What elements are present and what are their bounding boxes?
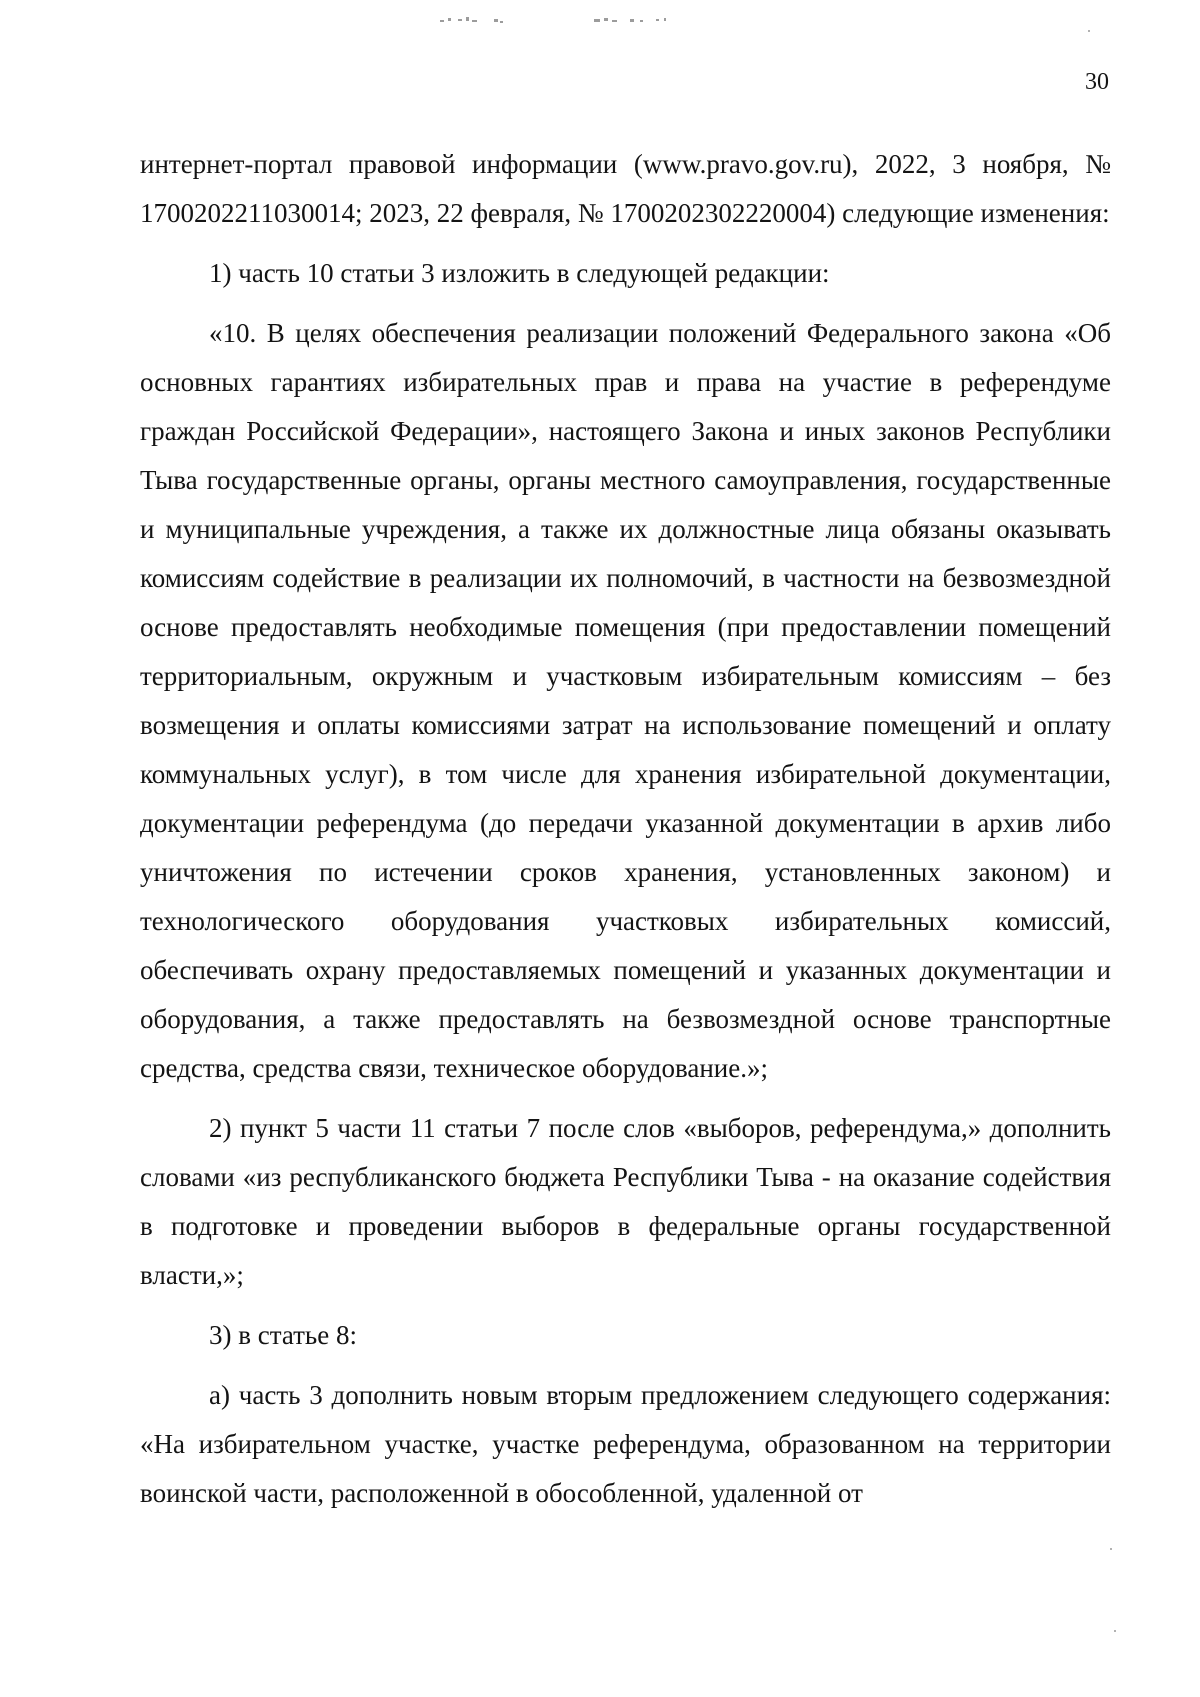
paragraph-article-3-part-10: «10. В целях обеспечения реализации положений Федерального закона «Об основных гарантиях избирательных прав и права на участие в референдуме граждан Российской Федерации», настоящего Закона и иных законов Республики Тыва государственные органы, органы местного самоуправления, государственные и муниципальные учреждения, а также их должностные лица обязаны оказывать комиссиям содействие в реализации их полномочий, в частности на безвозмездной основе предоставлять необходимые помещения (при предоставлении помещений территориальным, окружным и участковым избирательным комиссиям – без возмещения и оплаты комиссиями затрат на использование помещений и оплату коммунальных услуг), в том числе для хранения избирательной документации, документации референдума (до передачи указанной документации в архив либо уничтожения по истечении сроков хранения, установленных законом) и технологического оборудования участковых избирательных комиссий, обеспечивать охрану предоставляемых помещений и указанных документации и оборудования, а также предоставлять на безвозмездной основе транспортные средства, средства связи, техническое оборудование.»; [140,318,1111,1083]
scan-speck [1088,30,1090,32]
scan-speck [1114,1630,1116,1632]
page-number: 30 [1085,69,1109,95]
paragraph-item-3: 3) в статье 8: [209,1320,357,1350]
paragraph-item-1: 1) часть 10 статьи 3 изложить в следующей редакции: [209,258,830,288]
scan-speck [1110,1548,1112,1550]
paragraph-item-2: 2) пункт 5 части 11 статьи 7 после слов «выборов, референдума,» дополнить словами «из республиканского бюджета Республики Тыва - на оказание содействия в подготовке и проведении выборов в федеральные органы государственной власти,»; [140,1113,1111,1290]
document-body [140,140,1111,1518]
scan-artifact-marks [440,10,760,32]
paragraph-source-citation: интернет-портал правовой информации (www.pravo.gov.ru), 2022, 3 ноября, № 1700202211030014; 2023, 22 февраля, № 1700202302220004) следующие изменения: [140,149,1111,228]
paragraph-item-3a: а) часть 3 дополнить новым вторым предложением следующего содержания: «На избирательном участке, участке референдума, образованном на территории воинской части, расположенной в обособленной, удаленной от [140,1380,1111,1508]
